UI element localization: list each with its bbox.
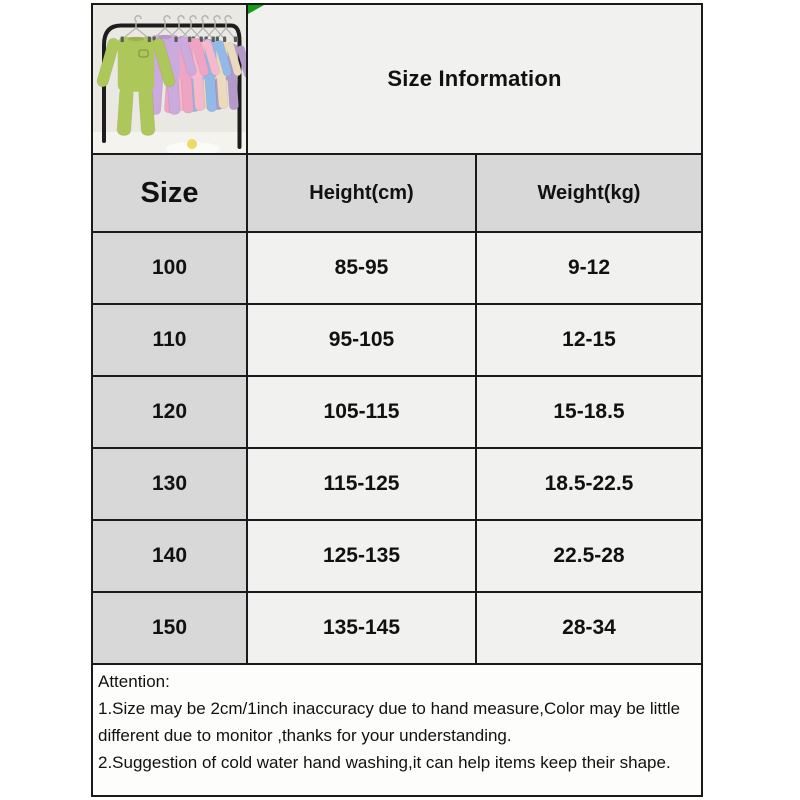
weight-value: 9-12 — [477, 233, 701, 303]
column-header-size: Size — [93, 155, 246, 231]
size-value: 120 — [93, 377, 246, 447]
size-value: 130 — [93, 449, 246, 519]
size-value: 100 — [93, 233, 246, 303]
attention-box — [93, 665, 701, 795]
attention-note-1: 1.Size may be 2cm/1inch inaccuracy due to hand measure,Color may be little different due to monitor ,thanks for your understanding. — [98, 699, 681, 745]
lemon — [187, 139, 197, 149]
height-value: 85-95 — [248, 233, 475, 303]
height-value: 105-115 — [248, 377, 475, 447]
size-value: 140 — [93, 521, 246, 591]
title-panel — [248, 5, 701, 153]
height-value: 95-105 — [248, 305, 475, 375]
weight-value: 28-34 — [477, 593, 701, 663]
page-title: Size Information — [387, 66, 562, 91]
column-header-weight: Weight(kg) — [477, 155, 701, 231]
size-value: 110 — [93, 305, 246, 375]
weight-value: 12-15 — [477, 305, 701, 375]
attention-note-2: 2.Suggestion of cold water hand washing,it can help items keep their shape. — [98, 753, 671, 772]
weight-value: 18.5-22.5 — [477, 449, 701, 519]
height-value: 135-145 — [248, 593, 475, 663]
column-header-height: Height(cm) — [248, 155, 475, 231]
attention-heading: Attention: — [98, 672, 170, 691]
height-value: 115-125 — [248, 449, 475, 519]
height-value: 125-135 — [248, 521, 475, 591]
size-sheet — [91, 3, 703, 797]
green-corner-icon — [248, 5, 264, 14]
size-value: 150 — [93, 593, 246, 663]
weight-value: 15-18.5 — [477, 377, 701, 447]
weight-value: 22.5-28 — [477, 521, 701, 591]
product-photo — [93, 5, 246, 153]
clothes-rack-illustration — [93, 5, 246, 153]
